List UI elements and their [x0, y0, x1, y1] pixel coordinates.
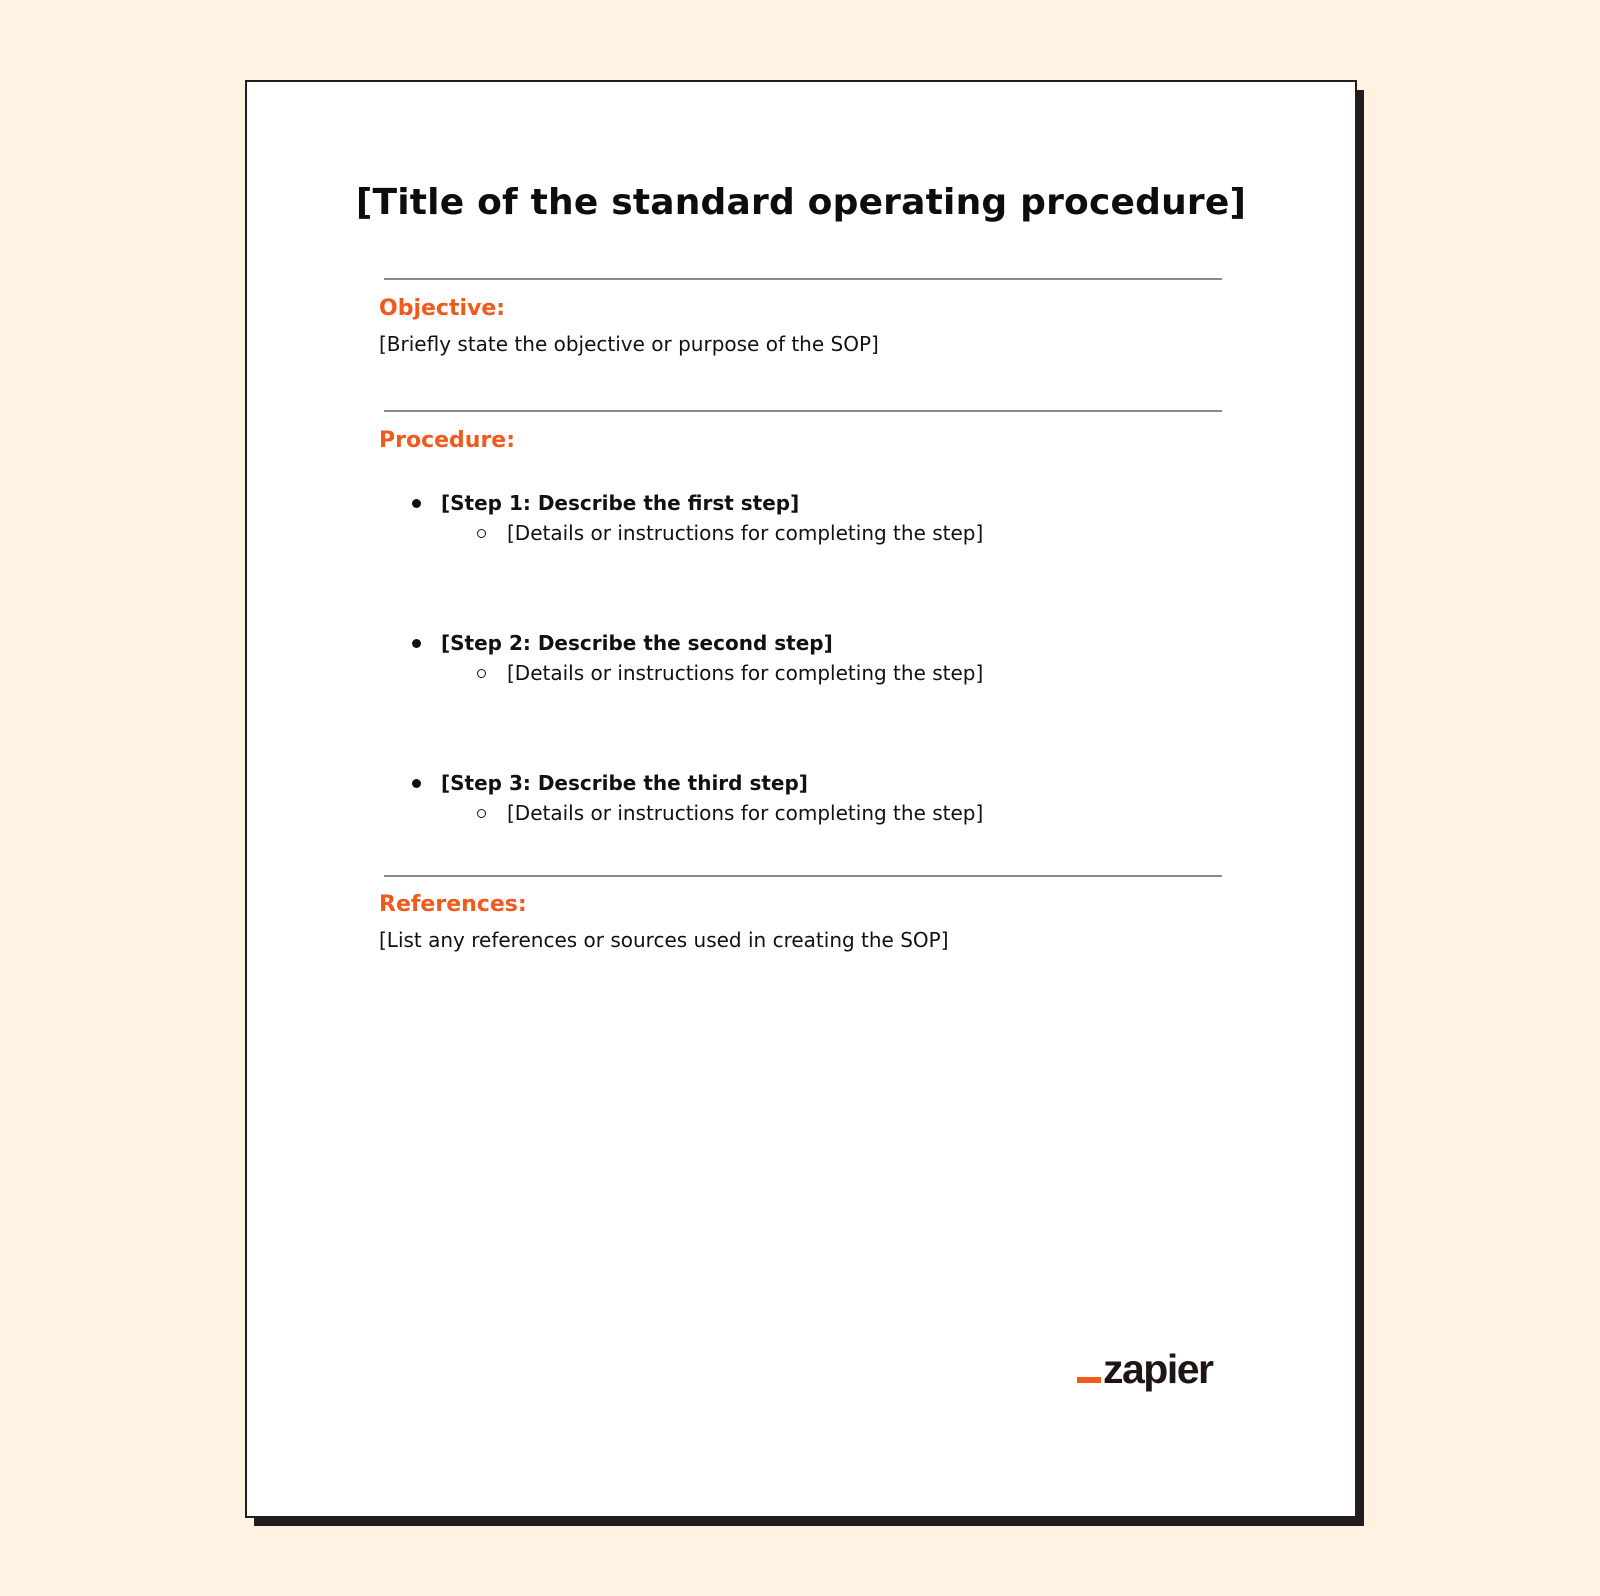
- step-label: [Step 3: Describe the third step]: [441, 771, 808, 795]
- bullet-dot-icon: [412, 639, 421, 648]
- step-detail: [Details or instructions for completing the step]: [507, 661, 984, 685]
- objective-heading: Objective:: [379, 296, 506, 321]
- step-label: [Step 1: Describe the first step]: [441, 491, 800, 515]
- bullet-dot-icon: [412, 779, 421, 788]
- procedure-step-3: [412, 768, 1212, 828]
- step-row: [412, 488, 1212, 518]
- divider-procedure: [384, 875, 1222, 877]
- document-page: [245, 80, 1357, 1518]
- step-detail: [Details or instructions for completing the step]: [507, 801, 984, 825]
- step-detail-row: [477, 518, 1212, 548]
- references-heading: References:: [379, 892, 527, 917]
- logo-underscore-mark: [1077, 1377, 1101, 1383]
- step-detail-row: [477, 658, 1212, 688]
- procedure-step-1: [412, 488, 1212, 548]
- document-title: [Title of the standard operating procedure]: [355, 182, 1247, 223]
- procedure-heading: Procedure:: [379, 428, 516, 453]
- objective-text: [Briefly state the objective or purpose of the SOP]: [379, 332, 879, 356]
- step-detail: [Details or instructions for completing the step]: [507, 521, 984, 545]
- bullet-circle-icon: [477, 809, 486, 818]
- bullet-circle-icon: [477, 669, 486, 678]
- procedure-step-2: [412, 628, 1212, 688]
- step-row: [412, 628, 1212, 658]
- step-label: [Step 2: Describe the second step]: [441, 631, 833, 655]
- step-row: [412, 768, 1212, 798]
- references-text: [List any references or sources used in creating the SOP]: [379, 928, 949, 952]
- logo-wordmark: zapier: [1103, 1346, 1213, 1392]
- bullet-dot-icon: [412, 499, 421, 508]
- step-detail-row: [477, 798, 1212, 828]
- zapier-logo: [1075, 1344, 1235, 1394]
- bullet-circle-icon: [477, 529, 486, 538]
- divider-top: [384, 278, 1222, 280]
- divider-objective: [384, 410, 1222, 412]
